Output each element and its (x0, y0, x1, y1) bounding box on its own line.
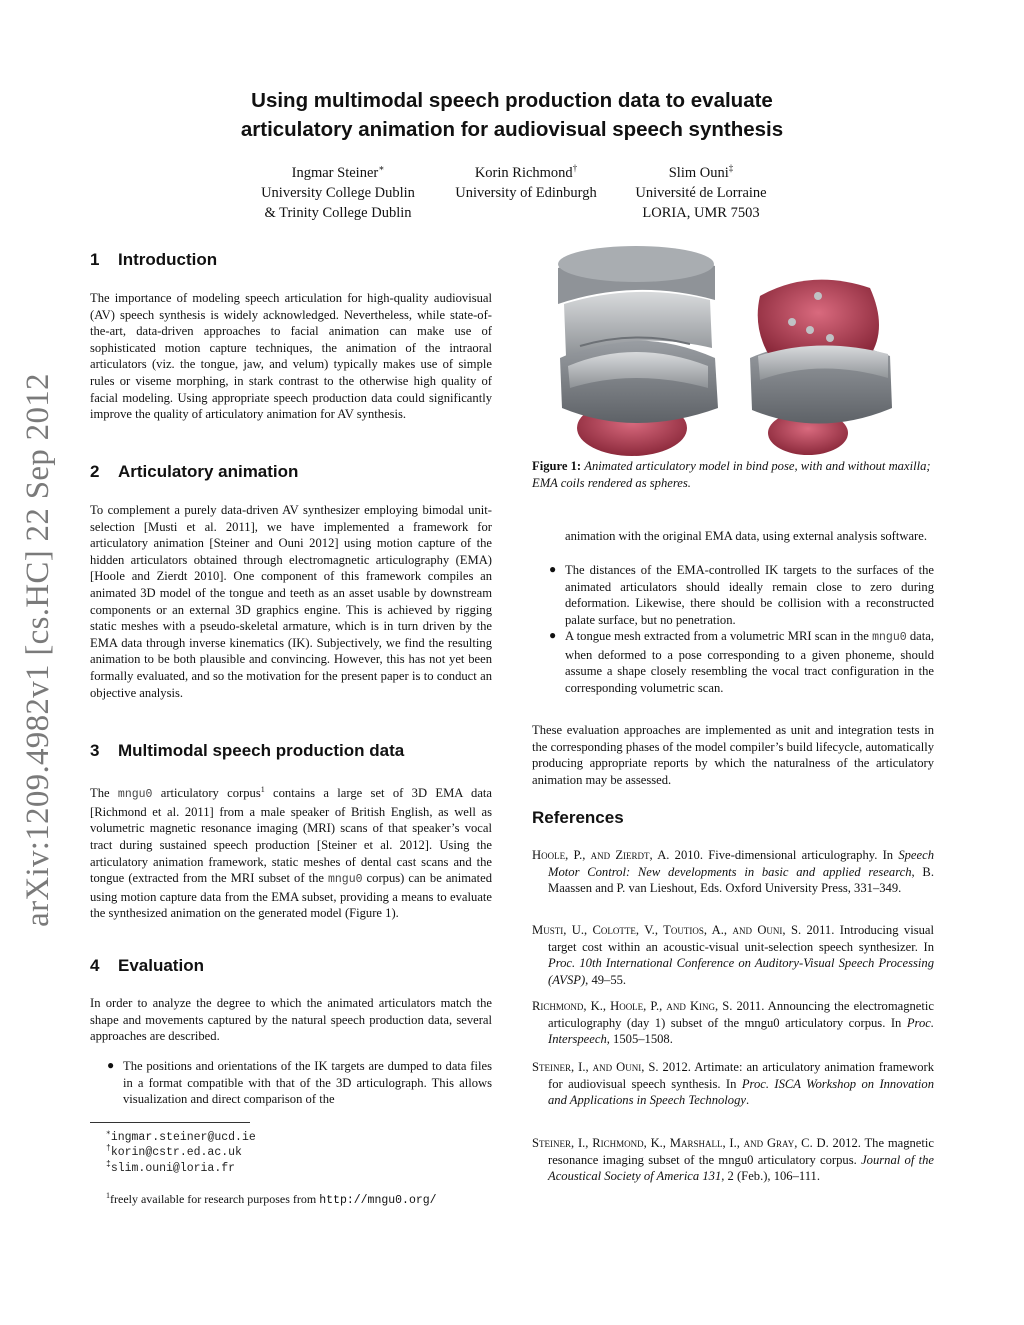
bullet-icon: ● (107, 1058, 115, 1072)
author-2 (438, 158, 614, 203)
footnote-url[interactable]: http://mngu0.org/ (319, 1194, 437, 1207)
author-mark: ∗ (378, 163, 385, 173)
title-line-2: articulatory animation for audiovisual speech synthesis (240, 118, 784, 141)
evaluation-bullet-1b: animation with the original EMA data, using external analysis software. (565, 529, 927, 543)
reference-item: Steiner, I., Richmond, K., Marshall, I., and Gray, C. D. 2012. The magnetic resonance imaging subset of the mngu0 articulatory corpus. Journal of the Acoustical Society of America 131, 2 (Feb.), 106–111. (532, 1136, 935, 1184)
section-number: 4 (90, 956, 100, 975)
section-title: Introduction (118, 250, 218, 269)
section-heading-evaluation (90, 956, 204, 976)
corpus-name: mngu0 (328, 873, 363, 887)
references-heading: References (532, 808, 624, 827)
author-mark: ‡ (728, 163, 734, 173)
articulatory-paragraph: To complement a purely data-driven AV synthesizer employing bimodal unit-selection [Musti et al. 2011], we have implemented a framework for articulatory animation [Steiner and Ouni 2012] using motion capture of the hidden articulators obtained through electromagnetic articulography (EMA) [Hoole and Zierdt 2010]. One component of this framework compiles an animated 3D model of the tongue and teeth as an asset usable by downstream components or an external 3D graphics engine. This is achieved by rigging static meshes with a pseudo-skeletal armature, which is in turn driven by the EMA data through inverse kinematics (IK). Subjectively, we find the resulting animation to be both plausible and convincing. However, this has not yet been formally evaluated, and so the motivation for the present paper is to conduct an objective analysis. (90, 503, 492, 700)
author-affiliation: University College Dublin (261, 184, 415, 201)
section-number: 1 (90, 250, 100, 269)
evaluation-bullet-2: The distances of the EMA-controlled IK targets to the surfaces of the animated articulators should ideally remain close to zero during deformation. Likewise, there should be collision with a reconstructed palate surface, but no penetration. (565, 563, 934, 627)
ema-coil (814, 292, 822, 300)
evaluation-bullet-3: A tongue mesh extracted from a volumetric MRI scan in the mngu0 data, when deformed to a pose corresponding to a given phoneme, should assume a shape closely resembling the vocal tract configuration in the corresponding volumetric scan. (565, 629, 934, 695)
author-affiliation: LORIA, UMR 7503 (642, 204, 760, 221)
title-line-1: Using multimodal speech production data to evaluate (251, 89, 773, 112)
section-heading-multimodal-data (90, 741, 404, 761)
author-3 (616, 158, 786, 223)
figure-articulatory-model (540, 238, 940, 460)
evaluation-bullet-1a: The positions and orientations of the IK targets are dumped to data files in a format compatible with that of the 3D articulograph. This allows visualization and direct comparison of the (123, 1059, 492, 1107)
author-name: Korin Richmond (474, 164, 573, 181)
ema-coil (826, 334, 834, 342)
footnote-email-2: †korin@cstr.ed.ac.uk (106, 1144, 242, 1159)
arxiv-stamp: arXiv:1209.4982v1 [cs.HC] 22 Sep 2012 (20, 373, 56, 927)
section-number: 2 (90, 462, 100, 481)
author-mark: † (572, 163, 578, 173)
section-heading-articulatory-animation (90, 462, 298, 482)
bullet-icon: ● (549, 628, 557, 642)
reference-item: Musti, U., Colotte, V., Toutios, A., and Ouni, S. 2011. Introducing visual target cost within an acoustic-visual unit-selection speech synthesizer. In Proc. 10th International Conference on Auditory-Visual Speech Processing (AVSP), 49–55. (532, 923, 934, 987)
evaluation-paragraph: In order to analyze the degree to which the animated articulators match the shape and movements captured by the natural speech production data, several approaches are described. (90, 996, 492, 1044)
reference-item: Richmond, K., Hoole, P., and King, S. 2011. Announcing the electromagnetic articulography (day 1) subset of the mngu0 articulatory corpus. In Proc. Interspeech, 1505–1508. (532, 999, 934, 1047)
corpus-name: mngu0 (117, 788, 153, 802)
author-1 (240, 158, 436, 223)
footnote-email-1: ∗ingmar.steiner@ucd.ie (106, 1129, 256, 1144)
footnote-rule (90, 1122, 250, 1123)
ema-coil (788, 318, 796, 326)
section-title: Evaluation (118, 956, 204, 975)
author-name: Slim Ouni (668, 164, 729, 181)
section-title: Articulatory animation (118, 462, 299, 481)
footnote-email-3: ‡slim.ouni@loria.fr (106, 1160, 236, 1175)
articulatory-model-image (540, 238, 940, 460)
author-affiliation: University of Edinburgh (455, 184, 597, 201)
author-name: Ingmar Steiner (291, 164, 379, 181)
reference-item: Steiner, I., and Ouni, S. 2012. Artimate: an articulatory animation framework for audiovisual speech synthesis. In Proc. ISCA Workshop on Innovation and Applications in Speech Technology. (532, 1060, 935, 1108)
evaluation-closing-paragraph: These evaluation approaches are implemented as unit and integration tests in the corresponding phases of the model compiler’s build lifecycle, automatically producing appropriate reports by which the naturalness of the articulatory animation may be assessed. (532, 723, 934, 787)
section-number: 3 (90, 741, 100, 760)
figure-caption-text: Animated articulatory model in bind pose, with and without maxilla; EMA coils rendered as spheres. (532, 459, 931, 490)
corpus-name: mngu0 (872, 631, 907, 644)
bullet-icon: ● (549, 562, 557, 576)
author-affiliation: Université de Lorraine (635, 184, 767, 201)
figure-caption (532, 458, 934, 491)
figure-label: Figure 1: (532, 459, 582, 473)
footnote-tool: $^1$freely available for research purposes from http://mngu0.org/ (106, 1191, 437, 1207)
multimodal-paragraph: The mngu0 articulatory corpus$^1$ contains a large set of 3D EMA data [Richmond et al. 2011] from a male speaker of British English, as well as volumetric magnetic resonance imaging (MRI) scans of that speaker’s vocal tract during sustained speech production [Steiner et al. 2012]. Using the articulatory animation framework, static meshes of dental cast scans and the tongue (extracted from the MRI subset of the mngu0 corpus) can be animated using motion capture data from the EMA subset, providing a means to evaluate the synthesized animation on the generated model (Figure 1). (90, 785, 492, 921)
reference-item: Hoole, P., and Zierdt, A. 2010. Five-dimensional articulography. In Speech Motor Control: New developments in basic and applied research, B. Maassen and P. van Lieshout, Eds. Oxford University Press, 331–349. (532, 848, 934, 896)
paper-title (150, 86, 874, 144)
ema-coil (806, 326, 814, 334)
section-title: Multimodal speech production data (118, 741, 405, 760)
section-heading-introduction (90, 250, 217, 270)
footnote-mark: 1 (260, 785, 265, 794)
intro-paragraph: The importance of modeling speech articulation for high-quality audiovisual (AV) speech synthesis is widely acknowledged. Nevertheless, while state-of-the-art, data-driven approaches to facial animation can make use of sophisticated motion capture techniques, the animation of the intraoral articulators (viz. the tongue, jaw, and velum) typically makes use of simple rules or viseme morphing, in stark contrast to the otherwise high quality of facial modeling. Using appropriate speech production data could significantly improve the quality of articulatory animation for AV synthesis. (90, 291, 492, 422)
author-affiliation: & Trinity College Dublin (264, 204, 412, 221)
